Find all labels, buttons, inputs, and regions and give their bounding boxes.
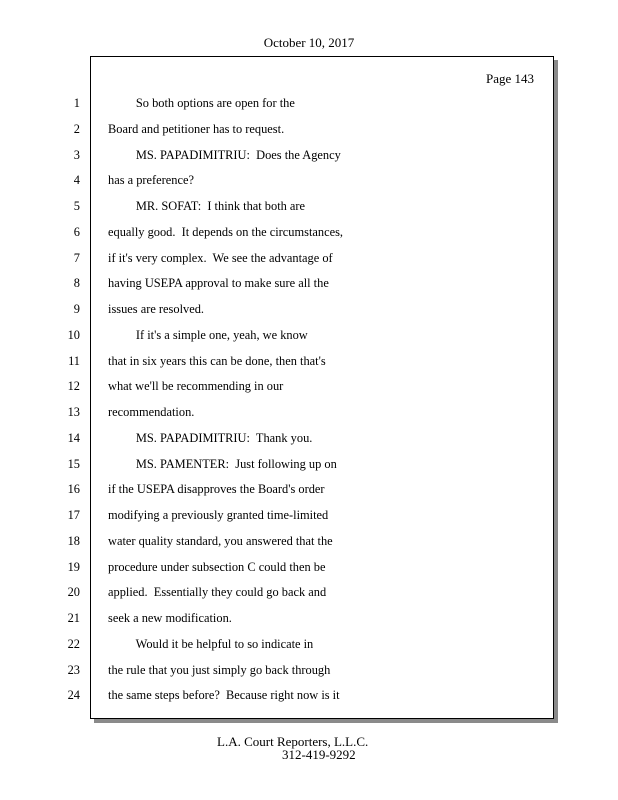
transcript-lines: [0, 92, 618, 710]
transcript-line: [0, 530, 618, 556]
line-text: has a preference?: [108, 173, 194, 188]
transcript-line: [0, 221, 618, 247]
line-number: 17: [67, 508, 80, 522]
line-text: seek a new modification.: [108, 611, 232, 625]
transcript-line: [0, 144, 618, 170]
line-number: 2: [73, 121, 80, 136]
transcript-line: [0, 92, 618, 118]
line-text: if it's very complex. We see the advantage of: [108, 250, 333, 265]
transcript-line: [0, 659, 618, 685]
line-text: if the USEPA disapproves the Board's order: [108, 482, 325, 497]
transcript-line: [0, 556, 618, 582]
line-text: having USEPA approval to make sure all the: [108, 276, 329, 291]
line-number: 20: [67, 585, 80, 600]
line-text: MS. PAMENTER: Just following up on: [108, 456, 337, 471]
line-text: issues are resolved.: [108, 302, 204, 316]
line-text: what we'll be recommending in our: [108, 379, 284, 394]
line-text: If it's a simple one, yeah, we know: [108, 327, 308, 342]
line-text: modifying a previously granted time-limited: [108, 508, 329, 522]
line-text: MS. PAPADIMITRIU: Thank you.: [108, 430, 313, 445]
court-reporter-phone: 312-419-9292: [282, 747, 356, 762]
transcript-line: [0, 375, 618, 401]
line-number: 18: [67, 533, 80, 548]
line-number: 19: [67, 559, 80, 574]
line-number: 14: [67, 430, 80, 445]
line-number: 15: [67, 456, 80, 471]
page-number: Page 143: [485, 71, 534, 86]
line-number: 8: [73, 276, 80, 291]
line-text: Would it be helpful to so indicate in: [108, 636, 314, 651]
line-text: Board and petitioner has to request.: [108, 121, 285, 136]
transcript-line: [0, 401, 618, 427]
court-reporter-company: L.A. Court Reporters, L.L.C.: [217, 734, 369, 749]
transcript-line: [0, 427, 618, 453]
line-number: 13: [67, 405, 80, 419]
line-number: 12: [67, 379, 80, 394]
line-number: 23: [67, 662, 80, 677]
transcript-line: [0, 118, 618, 144]
line-number: 7: [73, 250, 80, 265]
line-text: recommendation.: [108, 405, 195, 419]
line-number: 6: [73, 224, 80, 239]
line-text: equally good. It depends on the circumstances,: [108, 224, 344, 239]
line-text: that in six years this can be done, then that's: [108, 353, 326, 368]
line-text: So both options are open for the: [108, 96, 295, 110]
transcript-line: [0, 453, 618, 479]
transcript-line: [0, 504, 618, 530]
transcript-line: [0, 607, 618, 633]
transcript-date: October 10, 2017: [263, 35, 355, 50]
line-text: water quality standard, you answered that the: [108, 533, 333, 548]
line-text: the same steps before? Because right now is it: [108, 688, 340, 703]
line-number: 16: [67, 482, 80, 497]
transcript-line: [0, 581, 618, 607]
line-number: 24: [67, 688, 80, 703]
transcript-line: [0, 195, 618, 221]
line-number: 1: [73, 96, 80, 110]
transcript-line: [0, 684, 618, 710]
transcript-line: [0, 350, 618, 376]
transcript-line: [0, 169, 618, 195]
transcript-line: [0, 272, 618, 298]
transcript-line: [0, 633, 618, 659]
line-text: procedure under subsection C could then be: [108, 559, 326, 574]
line-number: 9: [73, 302, 80, 316]
transcript-line: [0, 478, 618, 504]
line-number: 11: [68, 353, 80, 368]
line-number: 22: [67, 636, 80, 651]
line-number: 5: [73, 199, 80, 213]
line-number: 21: [67, 611, 80, 625]
line-number: 3: [73, 147, 80, 162]
transcript-line: [0, 324, 618, 350]
line-number: 10: [67, 327, 80, 342]
line-text: MS. PAPADIMITRIU: Does the Agency: [108, 147, 341, 162]
line-text: the rule that you just simply go back through: [108, 662, 331, 677]
transcript-line: [0, 298, 618, 324]
line-number: 4: [73, 173, 80, 188]
line-text: applied. Essentially they could go back and: [108, 585, 327, 600]
transcript-line: [0, 247, 618, 273]
line-text: MR. SOFAT: I think that both are: [108, 199, 306, 213]
